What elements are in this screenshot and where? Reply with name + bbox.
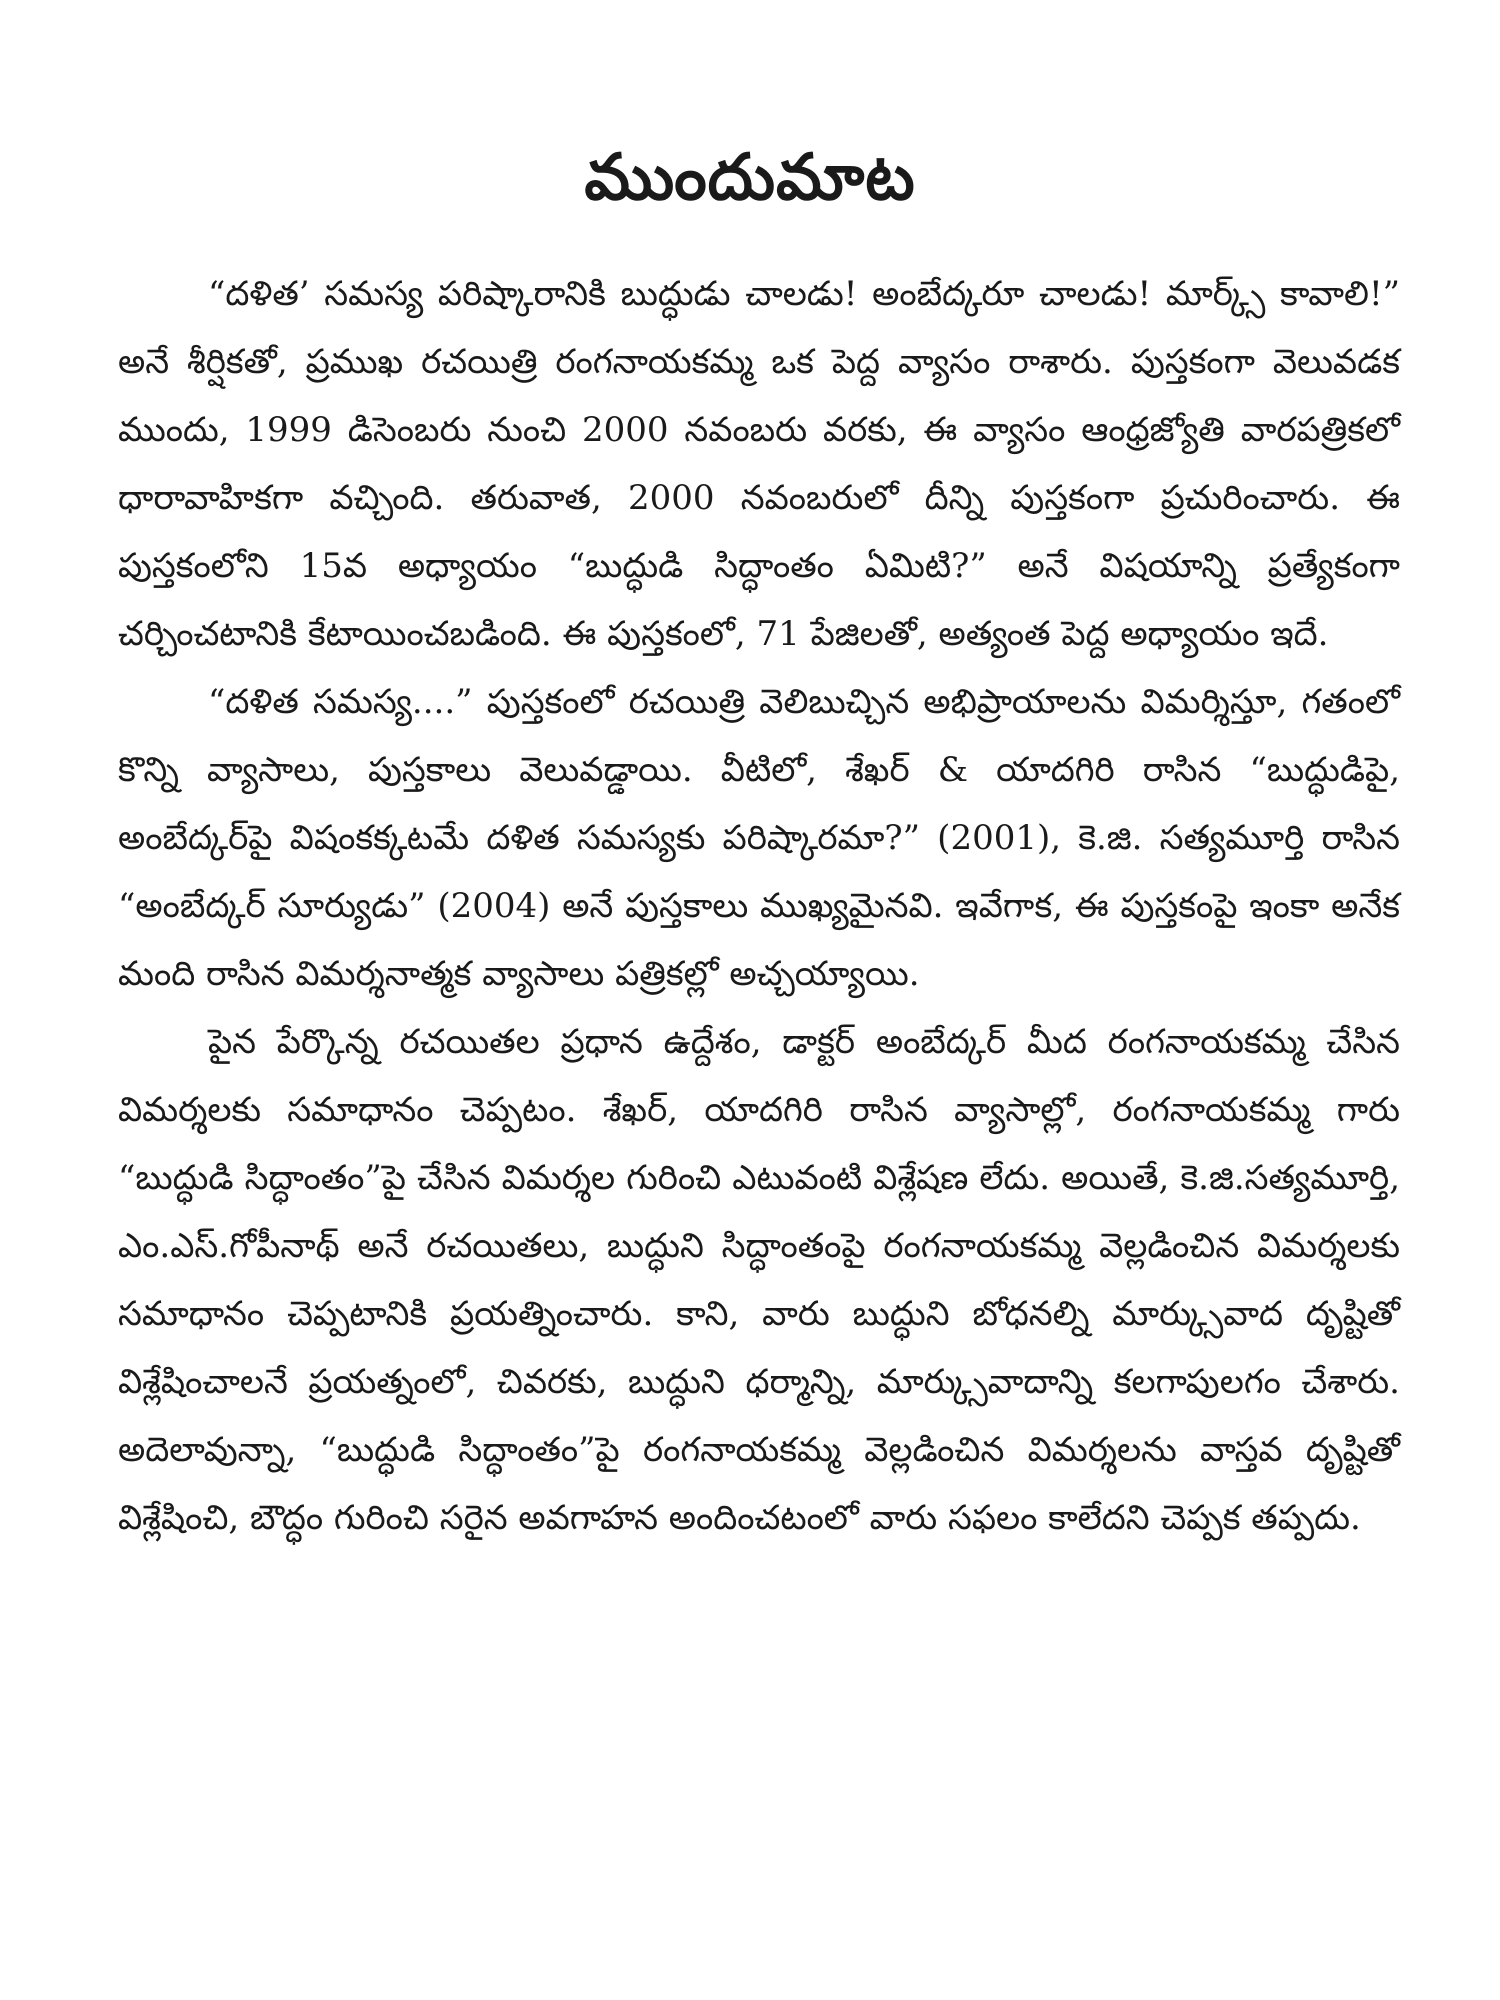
paragraph-3: పైన పేర్కొన్న రచయితల ప్రధాన ఉద్దేశం, డాక్టర్ అంబేద్కర్ మీద రంగనాయకమ్మ చేసిన విమర్శలకు సమాధానం చెప్పటం. శేఖర్, యాదగిరి రాసిన వ్యాసాల్లో, రంగనాయకమ్మ గారు “బుద్ధుడి సిద్ధాంతం”పై చేసిన విమర్శల గురించి ఎటువంటి విశ్లేషణ లేదు. అయితే, కె.జి.సత్యమూర్తి, ఎం.ఎస్.గోపీనాథ్ అనే రచయితలు, బుద్ధుని సిద్ధాంతంపై రంగనాయకమ్మ వెల్లడించిన విమర్శలకు సమాధానం చెప్పటానికి ప్రయత్నించారు. కాని, వారు బుద్ధుని బోధనల్ని మార్క్సువాద దృష్టితో విశ్లేషించాలనే ప్రయత్నంలో, చివరకు, బుద్ధుని ధర్మాన్ని, మార్క్సువాదాన్ని కలగాపులగం చేశారు. అదెలావున్నా, “బుద్ధుడి సిద్ధాంతం”పై రంగనాయకమ్మ వెల్లడించిన విమర్శలను వాస్తవ దృష్టితో విశ్లేషించి, బౌద్ధం గురించి సరైన అవగాహన అందించటంలో వారు సఫలం కాలేదని చెప్పక తప్పదు. bbox=[118, 1022, 1400, 1538]
body-text bbox=[118, 260, 1400, 1552]
page-title: ముందుమాట bbox=[584, 140, 916, 215]
paragraph-1: “దళిత’ సమస్య పరిష్కారానికి బుద్ధుడు చాలడు! అంబేద్కరూ చాలడు! మార్క్స్ కావాలి!” అనే శీర్షికతో, ప్రముఖ రచయిత్రి రంగనాయకమ్మ ఒక పెద్ద వ్యాసం రాశారు. పుస్తకంగా వెలువడక ముందు, 1999 డిసెంబరు నుంచి 2000 నవంబరు వరకు, ఈ వ్యాసం ఆంధ్రజ్యోతి వారపత్రికలో ధారావాహికగా వచ్చింది. తరువాత, 2000 నవంబరులో దీన్ని పుస్తకంగా ప్రచురించారు. ఈ పుస్తకంలోని 15వ అధ్యాయం “బుద్ధుడి సిద్ధాంతం ఏమిటి?” అనే విషయాన్ని ప్రత్యేకంగా చర్చించటానికి కేటాయించబడింది. ఈ పుస్తకంలో, 71 పేజిలతో, అత్యంత పెద్ద అధ్యాయం ఇదే. bbox=[118, 274, 1400, 654]
paragraph-2: “దళిత సమస్య....” పుస్తకంలో రచయిత్రి వెలిబుచ్చిన అభిప్రాయాలను విమర్శిస్తూ, గతంలో కొన్ని వ్యాసాలు, పుస్తకాలు వెలువడ్డాయి. వీటిలో, శేఖర్ & యాదగిరి రాసిన “బుద్ధుడిపై, అంబేద్కర్‌పై విషంకక్కటమే దళిత సమస్యకు పరిష్కారమా?” (2001), కె.జి. సత్యమూర్తి రాసిన “అంబేద్కర్ సూర్యుడు” (2004) అనే పుస్తకాలు ముఖ్యమైనవి. ఇవేగాక, ఈ పుస్తకంపై ఇంకా అనేక మంది రాసిన విమర్శనాత్మక వ్యాసాలు పత్రికల్లో అచ్చయ్యాయి. bbox=[118, 682, 1400, 994]
